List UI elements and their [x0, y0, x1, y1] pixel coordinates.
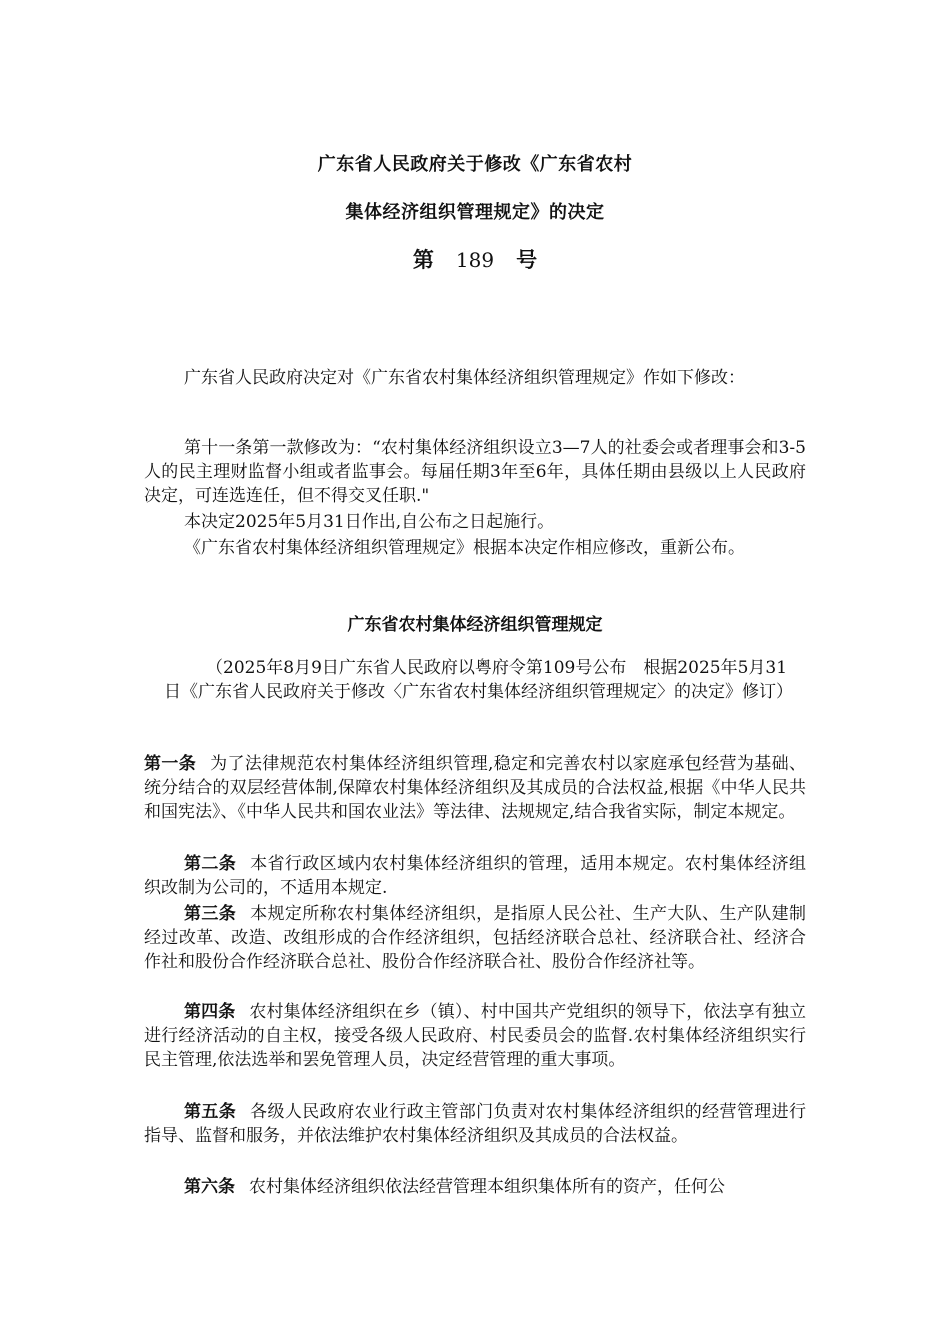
- article-3: [144, 902, 806, 974]
- document-title-line-2: 集体经济组织管理规定》的决定: [345, 202, 605, 223]
- article-5: [144, 1100, 806, 1148]
- article-6: [144, 1175, 806, 1199]
- article-5-label: 第五条: [184, 1102, 237, 1122]
- document-title-line-1: 广东省人民政府关于修改《广东省农村: [317, 154, 633, 175]
- article-3-text: 本规定所称农村集体经济组织，是指原人民公社、生产大队、生产队建制经过改革、改造、改组形成的合作经济组织，包括经济联合总社、经济联合社、经济合作社和股份合作经济联合总社、股份合作经济联合社、股份合作经济社等。: [144, 904, 807, 972]
- decree-number-value: 189: [455, 248, 495, 272]
- article-1: [144, 752, 806, 824]
- article-6-text: 农村集体经济组织依法经营管理本组织集体所有的资产，任何公: [249, 1177, 725, 1197]
- article-4-text: 农村集体经济组织在乡（镇）、村中国共产党组织的领导下，依法享有独立进行经济活动的自主权，接受各级人民政府、村民委员会的监督.农村集体经济组织实行民主管理,依法选举和罢免管理人员，决定经营管理的重大事项。: [144, 1002, 807, 1070]
- regulation-revision-note: （2025年8月9日广东省人民政府以粤府令第109号公布 根据2025年5月31日《广东省人民政府关于修改〈广东省农村集体经济组织管理规定〉的决定》修订）: [164, 658, 793, 702]
- article-6-label: 第六条: [184, 1177, 235, 1197]
- amendment-paragraph: 第十一条第一款修改为：“农村集体经济组织设立3—7人的社委会或者理事会和3-5人的民主理财监督小组或者监事会。每届任期3年至6年，具体任期由县级以上人民政府决定，可连选连任，但不得交叉任职.": [144, 438, 806, 506]
- decree-number-suffix: 号: [516, 247, 538, 272]
- article-1-label: 第一条: [144, 754, 197, 774]
- article-1-text: 为了法律规范农村集体经济组织管理,稳定和完善农村以家庭承包经营为基础、统分结合的双层经营体制,保障农村集体经济组织及其成员的合法权益,根据《中华人民共和国宪法》、《中华人民共和国农业法》等法律、法规规定,结合我省实际，制定本规定。: [144, 754, 807, 822]
- article-2-text: 本省行政区域内农村集体经济组织的管理，适用本规定。农村集体经济组织改制为公司的，不适用本规定.: [144, 854, 807, 898]
- article-3-label: 第三条: [184, 904, 237, 924]
- republish-paragraph: 《广东省农村集体经济组织管理规定》根据本决定作相应修改，重新公布。: [184, 538, 745, 558]
- article-4-label: 第四条: [184, 1002, 236, 1022]
- decision-intro-paragraph: 广东省人民政府决定对《广东省农村集体经济组织管理规定》作如下修改：: [184, 368, 745, 388]
- article-5-text: 各级人民政府农业行政主管部门负责对农村集体经济组织的经营管理进行指导、监督和服务，并依法维护农村集体经济组织及其成员的合法权益。: [144, 1102, 807, 1146]
- article-4: [144, 1000, 806, 1072]
- decree-number: [0, 244, 950, 274]
- effective-date-paragraph: 本决定2025年5月31日作出,自公布之日起施行。: [184, 512, 555, 532]
- article-2: [144, 852, 806, 900]
- decree-number-prefix: 第: [412, 247, 434, 272]
- article-2-label: 第二条: [184, 854, 237, 874]
- regulation-title: 广东省农村集体经济组织管理规定: [347, 615, 603, 635]
